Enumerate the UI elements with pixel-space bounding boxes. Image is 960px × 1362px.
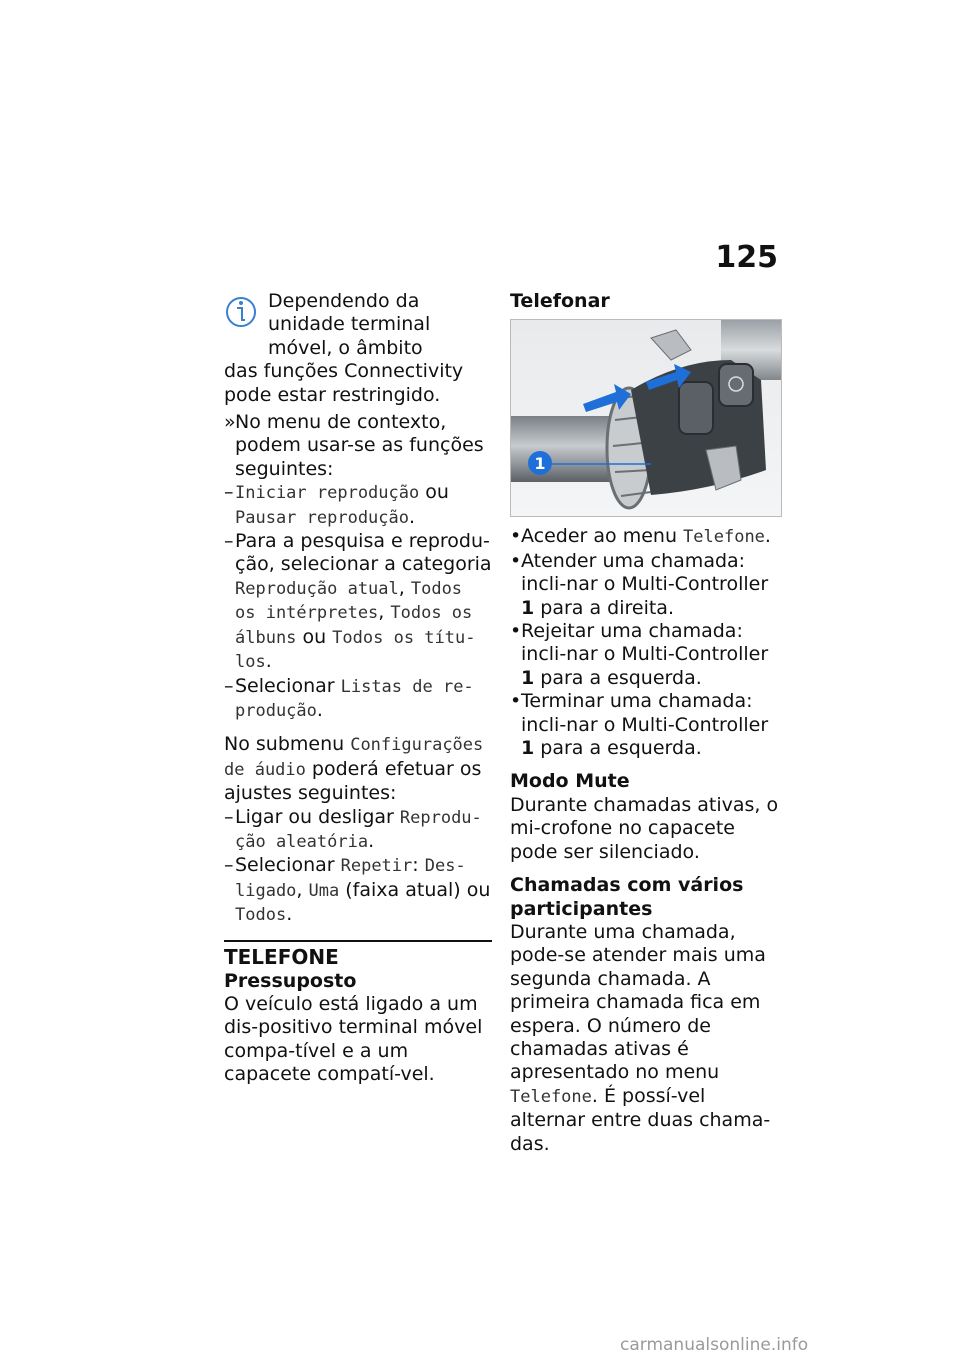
list-text: Rejeitar uma chamada: incli-nar o Multi-Controller (521, 620, 769, 666)
menu-option: Des-ligado (235, 856, 466, 901)
list-text: Aceder ao menu (521, 525, 684, 548)
paragraph-text: poderá efetuar os ajustes seguintes: (224, 757, 482, 805)
multi-party-text (510, 921, 782, 1156)
section-title: TELEFONE (224, 944, 339, 969)
subheading-prerequisite: Pressuposto (224, 969, 357, 992)
menu-option: Todos os álbuns (235, 603, 473, 648)
instruction-item (224, 411, 492, 481)
left-column (224, 290, 492, 1087)
dash-marker: – (224, 530, 234, 553)
list-text: Selecionar (235, 674, 341, 697)
menu-option: Uma (308, 880, 340, 901)
bullet-marker: • (510, 620, 522, 643)
bullet-marker: • (510, 549, 522, 572)
dash-marker: – (224, 854, 234, 877)
list-item (224, 530, 492, 674)
note-text-rest: das funções Connectivity pode estar restringido. (224, 360, 464, 406)
list-item (510, 620, 782, 690)
subheading-multi-party: Chamadas com vários participantes (510, 874, 744, 920)
menu-option: Listas de re-produção (235, 676, 474, 721)
list-text: para a esquerda. (534, 666, 702, 689)
callout-number: 1 (534, 454, 546, 474)
list-text: ou (419, 481, 449, 504)
list-item (224, 854, 492, 927)
subheading-phone: Telefonar (510, 290, 610, 312)
list-text: : (412, 854, 425, 877)
dash-marker: – (224, 481, 234, 504)
menu-option: Telefone (683, 527, 765, 548)
paragraph-text: . É possí-vel alternar entre duas chama-das. (510, 1084, 771, 1155)
page-number: 125 (715, 240, 778, 275)
list-item (510, 690, 782, 760)
list-text: Para a pesquisa e reprodu-ção, selecionar a categoria (235, 530, 492, 576)
bullet-marker: • (510, 525, 522, 548)
watermark: carmanualsonline.info (620, 1335, 809, 1355)
list-item (224, 481, 492, 530)
list-text: para a esquerda. (534, 737, 702, 760)
list-text: . (265, 650, 272, 673)
instruction-marker: » (224, 411, 236, 434)
menu-option: Todos (235, 905, 287, 926)
list-text: Terminar uma chamada: incli-nar o Multi-Controller (521, 690, 769, 736)
list-item (224, 806, 492, 855)
dash-marker: – (224, 805, 234, 828)
list-item (510, 525, 782, 549)
list-text: . (286, 903, 293, 926)
list-text: (faixa atual) ou (339, 878, 491, 901)
note-text-first: Dependendo da unidade terminal móvel, o âmbito (268, 290, 431, 359)
list-text: . (316, 698, 323, 721)
prerequisite-text: O veículo está ligado a um dis-positivo terminal móvel compa-tível e a um capacete compatí-vel. (224, 992, 483, 1086)
list-text: . (764, 525, 771, 548)
info-note (224, 290, 492, 407)
list-text: . (368, 829, 375, 852)
menu-option: Repetir (340, 856, 413, 877)
info-icon (224, 292, 258, 332)
submenu-paragraph (224, 733, 492, 805)
list-text: , (378, 601, 391, 624)
list-text: , (296, 878, 309, 901)
bullet-marker: • (510, 690, 522, 713)
menu-option: Pausar reprodução (235, 507, 409, 528)
section-divider (224, 940, 492, 942)
subheading-mute: Modo Mute (510, 770, 630, 793)
menu-option: Todos os intérpretes (235, 578, 463, 624)
reference-number: 1 (521, 737, 535, 760)
paragraph-text: No submenu (224, 733, 351, 756)
paragraph-text: Durante uma chamada, pode-se atender mais uma segunda chamada. A primeira chamada fica em espera. O número de chamadas ativas é apresentado no menu (510, 920, 766, 1084)
list-text: . (409, 505, 416, 528)
mute-text: Durante chamadas ativas, o mi-crofone no capacete pode ser silenciado. (510, 793, 779, 863)
list-item (224, 675, 492, 724)
list-text: para a direita. (534, 596, 674, 619)
dash-marker: – (224, 674, 234, 697)
reference-number: 1 (521, 596, 535, 619)
right-column (510, 290, 782, 1156)
list-text: Ligar ou desligar (235, 805, 400, 828)
list-text: Selecionar (235, 854, 341, 877)
menu-option: Todos os títu-los (235, 627, 476, 673)
menu-option: Telefone (510, 1086, 592, 1107)
menu-option: Reprodu-ção aleatória (235, 807, 482, 852)
list-text: , (398, 576, 411, 599)
list-text: ou (296, 625, 333, 648)
reference-number: 1 (521, 666, 535, 689)
menu-option: Reprodução atual (235, 578, 399, 599)
handlebar-controller-illustration (510, 319, 782, 517)
menu-option: Configurações de áudio (224, 735, 484, 780)
menu-option: Iniciar reprodução (235, 483, 420, 504)
list-text: Atender uma chamada: incli-nar o Multi-Controller (521, 549, 769, 596)
list-item (510, 550, 782, 620)
instruction-text: No menu de contexto, podem usar-se as funções seguintes: (235, 411, 484, 480)
